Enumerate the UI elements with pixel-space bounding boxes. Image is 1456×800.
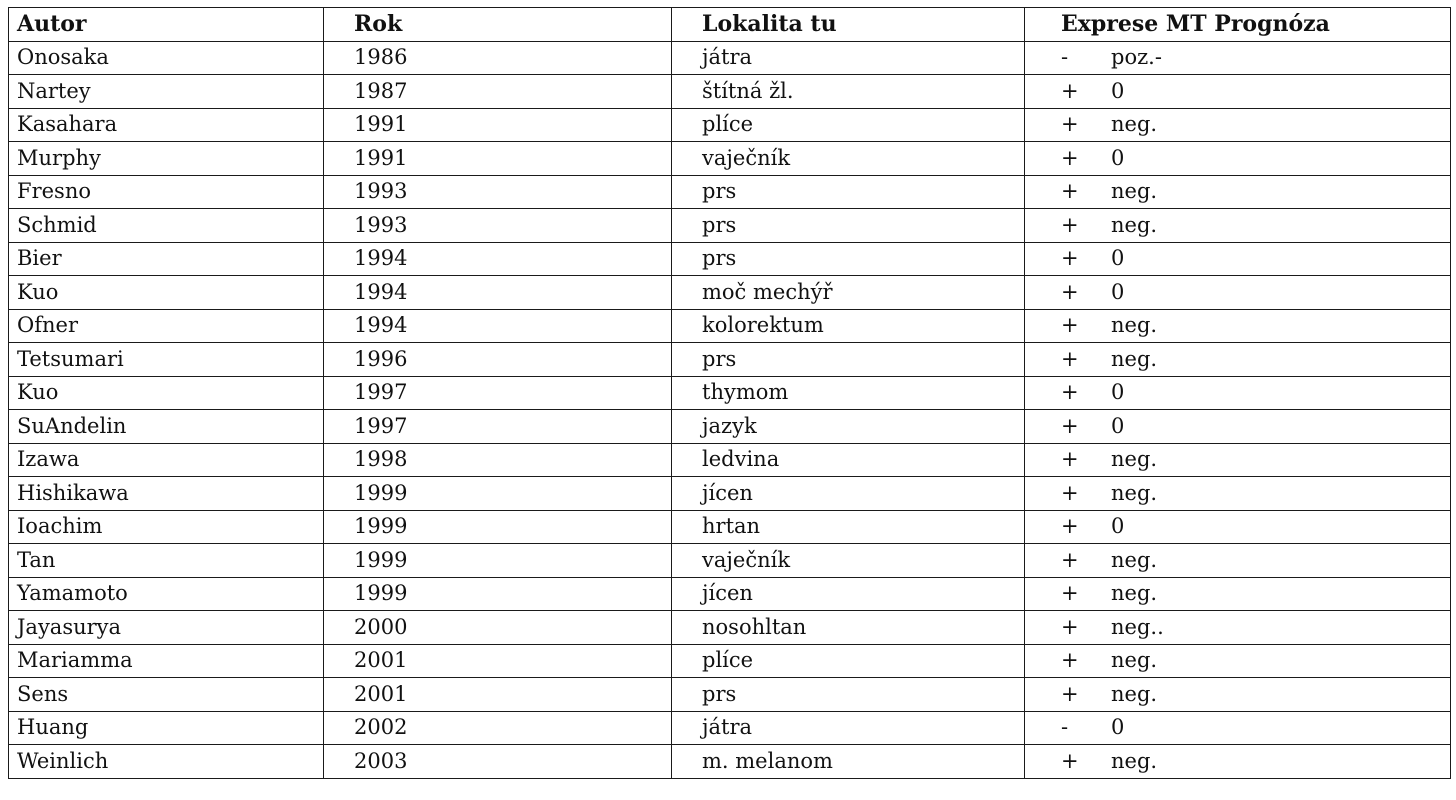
cell-lokalita: prs	[672, 209, 1025, 243]
cell-exprese-prognoza	[1025, 41, 1451, 75]
cell-autor: Izawa	[9, 443, 324, 477]
prognoza-value: 0	[1111, 380, 1125, 405]
exprese-sign: +	[1061, 246, 1079, 271]
exprese-sign: +	[1061, 447, 1079, 472]
table-row	[9, 678, 1451, 712]
cell-lokalita: plíce	[672, 644, 1025, 678]
cell-autor: Schmid	[9, 209, 324, 243]
table-row	[9, 175, 1451, 209]
cell-autor: Tan	[9, 544, 324, 578]
header-exprese-prognoza: Exprese MT Prognóza	[1025, 8, 1451, 42]
header-rok: Rok	[324, 8, 672, 42]
prognoza-value: neg.	[1111, 648, 1158, 673]
cell-rok: 2000	[324, 611, 672, 645]
cell-rok: 1999	[324, 510, 672, 544]
cell-rok: 1991	[324, 108, 672, 142]
exprese-sign: +	[1061, 514, 1079, 539]
cell-exprese-prognoza	[1025, 75, 1451, 109]
cell-lokalita: moč mechýř	[672, 276, 1025, 310]
table-row	[9, 745, 1451, 779]
table-row	[9, 644, 1451, 678]
exprese-sign: +	[1061, 313, 1079, 338]
cell-autor: Murphy	[9, 142, 324, 176]
table-row	[9, 577, 1451, 611]
exprese-sign: +	[1061, 547, 1079, 572]
prognoza-value: neg.	[1111, 748, 1158, 773]
table-row	[9, 510, 1451, 544]
cell-exprese-prognoza	[1025, 142, 1451, 176]
prognoza-value: neg.	[1111, 313, 1158, 338]
exprese-sign: +	[1061, 279, 1079, 304]
cell-exprese-prognoza	[1025, 410, 1451, 444]
cell-rok: 2001	[324, 644, 672, 678]
header-autor: Autor	[9, 8, 324, 42]
table-header-row	[9, 8, 1451, 42]
cell-lokalita: jícen	[672, 577, 1025, 611]
prognoza-value: neg.	[1111, 480, 1158, 505]
cell-lokalita: nosohltan	[672, 611, 1025, 645]
cell-lokalita: játra	[672, 711, 1025, 745]
cell-autor: Yamamoto	[9, 577, 324, 611]
cell-exprese-prognoza	[1025, 443, 1451, 477]
cell-rok: 1993	[324, 175, 672, 209]
prognoza-value: 0	[1111, 279, 1125, 304]
cell-rok: 1994	[324, 242, 672, 276]
table-row	[9, 242, 1451, 276]
cell-rok: 1997	[324, 376, 672, 410]
table-body	[9, 41, 1451, 778]
cell-exprese-prognoza	[1025, 309, 1451, 343]
exprese-sign: +	[1061, 581, 1079, 606]
cell-lokalita: thymom	[672, 376, 1025, 410]
prognoza-value: 0	[1111, 715, 1125, 740]
cell-autor: Weinlich	[9, 745, 324, 779]
table-row	[9, 41, 1451, 75]
exprese-sign: +	[1061, 145, 1079, 170]
exprese-sign: -	[1061, 715, 1069, 740]
table-row	[9, 376, 1451, 410]
exprese-sign: +	[1061, 112, 1079, 137]
cell-lokalita: ledvina	[672, 443, 1025, 477]
table-row	[9, 443, 1451, 477]
prognoza-value: neg.	[1111, 179, 1158, 204]
cell-autor: Kuo	[9, 376, 324, 410]
cell-lokalita: játra	[672, 41, 1025, 75]
cell-lokalita: prs	[672, 175, 1025, 209]
table-row	[9, 544, 1451, 578]
exprese-sign: +	[1061, 413, 1079, 438]
header-lokalita: Lokalita tu	[672, 8, 1025, 42]
prognoza-value: 0	[1111, 413, 1125, 438]
cell-rok: 1986	[324, 41, 672, 75]
cell-rok: 2003	[324, 745, 672, 779]
cell-lokalita: kolorektum	[672, 309, 1025, 343]
cell-autor: Bier	[9, 242, 324, 276]
cell-lokalita: vaječník	[672, 544, 1025, 578]
cell-lokalita: vaječník	[672, 142, 1025, 176]
cell-exprese-prognoza	[1025, 745, 1451, 779]
prognoza-value: neg.	[1111, 547, 1158, 572]
cell-lokalita: plíce	[672, 108, 1025, 142]
exprese-sign: +	[1061, 681, 1079, 706]
cell-lokalita: štítná žl.	[672, 75, 1025, 109]
prognoza-value: neg.	[1111, 212, 1158, 237]
table-row	[9, 477, 1451, 511]
exprese-sign: +	[1061, 78, 1079, 103]
prognoza-value: neg.	[1111, 581, 1158, 606]
prognoza-value: neg..	[1111, 614, 1164, 639]
cell-lokalita: jazyk	[672, 410, 1025, 444]
table-row	[9, 711, 1451, 745]
cell-rok: 1999	[324, 477, 672, 511]
cell-autor: SuAndelin	[9, 410, 324, 444]
prognoza-value: neg.	[1111, 681, 1158, 706]
exprese-sign: -	[1061, 45, 1069, 70]
cell-exprese-prognoza	[1025, 209, 1451, 243]
cell-exprese-prognoza	[1025, 175, 1451, 209]
cell-lokalita: hrtan	[672, 510, 1025, 544]
exprese-sign: +	[1061, 179, 1079, 204]
cell-autor: Onosaka	[9, 41, 324, 75]
prognoza-value: neg.	[1111, 346, 1158, 371]
cell-rok: 1994	[324, 276, 672, 310]
cell-exprese-prognoza	[1025, 577, 1451, 611]
cell-exprese-prognoza	[1025, 678, 1451, 712]
prognoza-value: neg.	[1111, 112, 1158, 137]
table-row	[9, 75, 1451, 109]
cell-autor: Nartey	[9, 75, 324, 109]
cell-autor: Kasahara	[9, 108, 324, 142]
cell-lokalita: prs	[672, 343, 1025, 377]
exprese-sign: +	[1061, 212, 1079, 237]
cell-autor: Tetsumari	[9, 343, 324, 377]
cell-autor: Ioachim	[9, 510, 324, 544]
cell-exprese-prognoza	[1025, 611, 1451, 645]
exprese-sign: +	[1061, 380, 1079, 405]
table-row	[9, 108, 1451, 142]
cell-rok: 1996	[324, 343, 672, 377]
table-row	[9, 142, 1451, 176]
cell-exprese-prognoza	[1025, 276, 1451, 310]
cell-lokalita: jícen	[672, 477, 1025, 511]
prognoza-value: neg.	[1111, 447, 1158, 472]
cell-rok: 1991	[324, 142, 672, 176]
cell-exprese-prognoza	[1025, 477, 1451, 511]
table-row	[9, 611, 1451, 645]
exprese-sign: +	[1061, 648, 1079, 673]
exprese-sign: +	[1061, 748, 1079, 773]
table-row	[9, 209, 1451, 243]
exprese-sign: +	[1061, 614, 1079, 639]
cell-rok: 1987	[324, 75, 672, 109]
cell-autor: Mariamma	[9, 644, 324, 678]
cell-lokalita: prs	[672, 242, 1025, 276]
cell-rok: 1994	[324, 309, 672, 343]
table-row	[9, 309, 1451, 343]
cell-autor: Jayasurya	[9, 611, 324, 645]
prognoza-value: poz.-	[1111, 45, 1162, 70]
cell-autor: Fresno	[9, 175, 324, 209]
prognoza-value: 0	[1111, 145, 1125, 170]
cell-autor: Sens	[9, 678, 324, 712]
cell-lokalita: prs	[672, 678, 1025, 712]
prognoza-value: 0	[1111, 514, 1125, 539]
cell-autor: Kuo	[9, 276, 324, 310]
cell-rok: 1998	[324, 443, 672, 477]
prognoza-value: 0	[1111, 78, 1125, 103]
exprese-sign: +	[1061, 346, 1079, 371]
cell-exprese-prognoza	[1025, 376, 1451, 410]
table-row	[9, 276, 1451, 310]
cell-exprese-prognoza	[1025, 242, 1451, 276]
cell-rok: 2002	[324, 711, 672, 745]
cell-rok: 1999	[324, 577, 672, 611]
cell-autor: Huang	[9, 711, 324, 745]
table-row	[9, 343, 1451, 377]
cell-exprese-prognoza	[1025, 108, 1451, 142]
prognoza-value: 0	[1111, 246, 1125, 271]
cell-rok: 2001	[324, 678, 672, 712]
cell-exprese-prognoza	[1025, 644, 1451, 678]
cell-autor: Hishikawa	[9, 477, 324, 511]
cell-exprese-prognoza	[1025, 510, 1451, 544]
data-table	[8, 7, 1451, 779]
cell-exprese-prognoza	[1025, 711, 1451, 745]
cell-exprese-prognoza	[1025, 544, 1451, 578]
cell-rok: 1997	[324, 410, 672, 444]
cell-exprese-prognoza	[1025, 343, 1451, 377]
exprese-sign: +	[1061, 480, 1079, 505]
cell-autor: Ofner	[9, 309, 324, 343]
cell-rok: 1999	[324, 544, 672, 578]
table-row	[9, 410, 1451, 444]
cell-lokalita: m. melanom	[672, 745, 1025, 779]
cell-rok: 1993	[324, 209, 672, 243]
